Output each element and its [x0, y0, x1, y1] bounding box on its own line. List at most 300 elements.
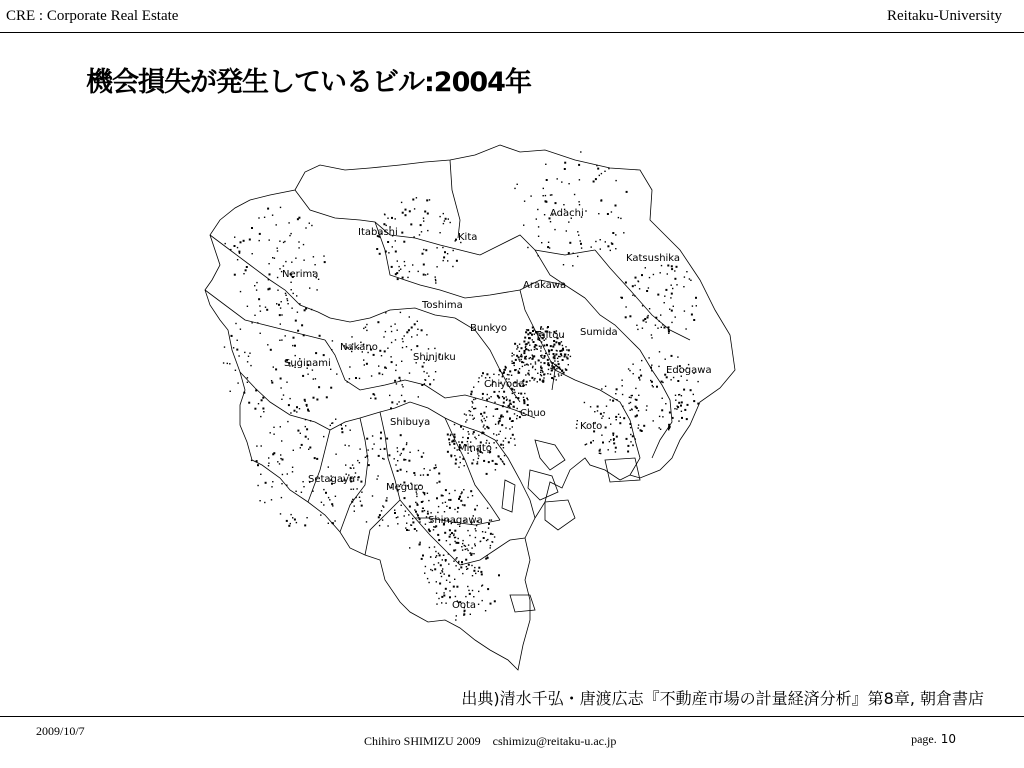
- building-point: [450, 534, 451, 535]
- building-point: [416, 513, 417, 514]
- building-point: [676, 284, 677, 285]
- building-point: [632, 285, 634, 287]
- building-point: [303, 260, 304, 261]
- building-point: [419, 234, 420, 235]
- building-point: [576, 427, 577, 428]
- building-point: [433, 379, 434, 380]
- building-point: [399, 377, 401, 379]
- building-point: [613, 440, 614, 441]
- building-point: [416, 197, 417, 198]
- building-point: [542, 358, 543, 359]
- building-point: [277, 290, 278, 291]
- building-point: [470, 614, 471, 615]
- building-point: [430, 512, 431, 513]
- building-point: [523, 397, 524, 398]
- building-point: [516, 348, 517, 349]
- building-point: [468, 590, 469, 591]
- building-point: [353, 467, 354, 468]
- building-point: [647, 317, 649, 319]
- building-point: [629, 370, 630, 371]
- building-point: [311, 225, 312, 226]
- building-point: [470, 411, 471, 412]
- building-point: [513, 362, 515, 364]
- building-point: [620, 417, 621, 418]
- building-point: [424, 510, 425, 511]
- building-point: [523, 362, 524, 363]
- building-point: [409, 316, 410, 317]
- building-point: [265, 307, 266, 308]
- building-point: [478, 604, 479, 605]
- building-point: [474, 437, 475, 438]
- building-point: [417, 334, 418, 335]
- building-point: [677, 380, 679, 382]
- building-point: [378, 516, 380, 518]
- building-point: [458, 498, 460, 500]
- building-point: [292, 517, 293, 518]
- building-point: [296, 411, 297, 412]
- building-point: [506, 411, 508, 413]
- building-point: [404, 515, 405, 516]
- building-point: [528, 337, 530, 339]
- building-point: [305, 308, 307, 310]
- building-point: [563, 264, 564, 265]
- building-point: [690, 280, 691, 281]
- building-point: [442, 502, 443, 503]
- building-point: [599, 453, 600, 454]
- building-point: [457, 511, 458, 512]
- building-point: [482, 531, 483, 532]
- building-point: [281, 497, 282, 498]
- building-point: [382, 458, 383, 459]
- building-point: [380, 449, 381, 450]
- building-point: [646, 290, 648, 292]
- building-point: [625, 306, 626, 307]
- building-point: [376, 248, 378, 250]
- building-point: [689, 278, 690, 279]
- building-point: [448, 575, 450, 577]
- building-point: [399, 270, 400, 271]
- building-point: [414, 208, 415, 209]
- building-point: [441, 570, 442, 571]
- building-point: [408, 329, 410, 331]
- building-point: [316, 399, 318, 401]
- building-point: [418, 517, 419, 518]
- building-point: [282, 459, 284, 461]
- building-point: [634, 285, 635, 286]
- boundary-line: [240, 372, 330, 430]
- building-point: [521, 354, 522, 355]
- building-point: [463, 615, 464, 616]
- building-point: [526, 381, 528, 383]
- ward-label-shinagawa: Shinagawa: [428, 515, 483, 526]
- building-point: [493, 391, 495, 393]
- building-point: [428, 500, 429, 501]
- building-point: [316, 289, 317, 290]
- building-point: [473, 431, 475, 433]
- building-point: [409, 547, 410, 548]
- building-point: [466, 566, 467, 567]
- building-point: [528, 364, 529, 365]
- building-point: [635, 388, 636, 389]
- building-point: [473, 408, 474, 409]
- building-point: [435, 280, 436, 281]
- building-point: [466, 414, 467, 415]
- building-point: [537, 373, 538, 374]
- building-point: [549, 247, 550, 248]
- building-point: [692, 305, 693, 306]
- building-point: [378, 455, 380, 457]
- building-point: [613, 442, 615, 444]
- building-point: [486, 540, 487, 541]
- building-point: [486, 399, 488, 401]
- building-point: [378, 365, 379, 366]
- building-point: [564, 354, 566, 356]
- building-point: [455, 558, 456, 559]
- ward-label-koto: Koto: [580, 421, 603, 432]
- building-point: [568, 221, 569, 222]
- building-point: [396, 383, 397, 384]
- ward-label-bunkyo: Bunkyo: [470, 323, 508, 334]
- building-point: [443, 256, 445, 258]
- building-point: [480, 413, 482, 415]
- building-point: [352, 464, 353, 465]
- building-point: [294, 345, 296, 347]
- building-point: [445, 502, 446, 503]
- building-point: [678, 420, 679, 421]
- building-point: [323, 489, 324, 490]
- building-point: [474, 567, 475, 568]
- building-point: [313, 397, 315, 399]
- building-point: [412, 264, 413, 265]
- building-point: [238, 251, 240, 253]
- building-point: [391, 266, 393, 268]
- building-point: [406, 346, 407, 347]
- building-point: [267, 288, 269, 290]
- building-point: [475, 398, 476, 399]
- building-point: [650, 367, 652, 369]
- building-point: [525, 358, 526, 359]
- building-point: [334, 520, 335, 521]
- building-point: [562, 348, 564, 350]
- building-point: [451, 441, 453, 443]
- building-point: [551, 377, 553, 379]
- building-point: [418, 271, 419, 272]
- building-point: [537, 381, 538, 382]
- building-point: [395, 273, 397, 275]
- building-point: [590, 406, 591, 407]
- building-point: [281, 314, 282, 315]
- building-point: [467, 530, 468, 531]
- building-point: [550, 368, 551, 369]
- building-point: [597, 410, 598, 411]
- building-point: [386, 438, 388, 440]
- ward-label-taito: Taitou: [535, 330, 565, 341]
- building-point: [538, 359, 540, 361]
- building-point: [230, 391, 231, 392]
- building-point: [681, 411, 682, 412]
- building-point: [280, 378, 282, 380]
- building-point: [564, 168, 566, 170]
- building-point: [616, 419, 617, 420]
- building-point: [422, 510, 424, 512]
- building-point: [305, 419, 306, 420]
- building-point: [412, 521, 414, 523]
- building-point: [301, 492, 302, 493]
- building-point: [459, 496, 461, 498]
- building-point: [641, 430, 643, 432]
- building-point: [283, 265, 284, 266]
- building-point: [475, 408, 476, 409]
- building-point: [297, 312, 298, 313]
- building-point: [472, 575, 473, 576]
- building-point: [464, 504, 466, 506]
- building-point: [295, 491, 296, 492]
- building-point: [434, 568, 436, 570]
- building-point: [238, 355, 239, 356]
- building-point: [601, 388, 602, 389]
- ward-label-toshima: Toshima: [422, 300, 463, 311]
- building-point: [541, 370, 542, 371]
- building-point: [468, 544, 469, 545]
- building-point: [405, 459, 406, 460]
- building-point: [453, 443, 455, 445]
- map-svg: [190, 140, 765, 680]
- building-point: [449, 536, 451, 538]
- building-point: [419, 542, 420, 543]
- building-point: [660, 314, 661, 315]
- building-point: [509, 417, 511, 419]
- building-point: [438, 539, 440, 541]
- building-point: [599, 175, 600, 176]
- building-point: [308, 449, 309, 450]
- building-point: [613, 435, 614, 436]
- building-point: [620, 218, 621, 219]
- building-point: [257, 464, 259, 466]
- building-point: [251, 460, 252, 461]
- building-point: [279, 241, 280, 242]
- building-point: [435, 557, 436, 558]
- building-point: [294, 519, 296, 521]
- building-point: [650, 380, 651, 381]
- building-point: [451, 532, 453, 534]
- building-point: [414, 528, 416, 530]
- building-point: [457, 542, 459, 544]
- building-point: [683, 389, 685, 391]
- building-point: [481, 375, 482, 376]
- building-point: [547, 364, 548, 365]
- building-point: [414, 323, 416, 325]
- building-point: [367, 449, 368, 450]
- building-point: [668, 427, 670, 429]
- building-point: [484, 418, 485, 419]
- building-point: [382, 374, 383, 375]
- building-point: [280, 426, 281, 427]
- building-point: [512, 393, 513, 394]
- building-point: [391, 331, 392, 332]
- building-point: [602, 442, 604, 444]
- building-point: [636, 325, 637, 326]
- building-point: [383, 336, 384, 337]
- building-point: [546, 344, 547, 345]
- building-point: [630, 397, 631, 398]
- building-point: [270, 349, 272, 351]
- building-point: [659, 351, 660, 352]
- building-point: [445, 218, 447, 220]
- building-point: [486, 373, 488, 375]
- building-point: [684, 310, 685, 311]
- building-point: [383, 458, 384, 459]
- building-point: [605, 386, 606, 387]
- building-point: [643, 320, 645, 322]
- building-point: [416, 530, 417, 531]
- building-point: [413, 472, 415, 474]
- building-point: [454, 447, 455, 448]
- building-point: [552, 366, 553, 367]
- building-point: [308, 438, 309, 439]
- building-point: [453, 535, 454, 536]
- building-point: [687, 404, 689, 406]
- building-point: [418, 450, 419, 451]
- building-point: [459, 569, 460, 570]
- building-point: [267, 344, 268, 345]
- building-point: [600, 248, 601, 249]
- building-point: [254, 408, 256, 410]
- building-point: [517, 184, 518, 185]
- building-point: [621, 380, 622, 381]
- building-point: [390, 326, 391, 327]
- building-point: [638, 395, 639, 396]
- building-point: [358, 476, 360, 478]
- building-point: [616, 388, 618, 390]
- building-point: [541, 341, 542, 342]
- building-point: [659, 321, 660, 322]
- building-point: [234, 237, 235, 238]
- building-point: [301, 324, 303, 326]
- building-point: [421, 231, 422, 232]
- building-point: [516, 418, 517, 419]
- building-point: [466, 548, 467, 549]
- building-point: [278, 304, 280, 306]
- building-point: [295, 320, 297, 322]
- building-point: [427, 213, 429, 215]
- building-point: [679, 394, 680, 395]
- building-point: [455, 565, 456, 566]
- building-point: [517, 345, 518, 346]
- building-point: [447, 260, 448, 261]
- building-point: [648, 357, 649, 358]
- building-point: [671, 293, 673, 295]
- building-point: [503, 402, 505, 404]
- building-point: [520, 355, 521, 356]
- building-point: [382, 519, 383, 520]
- building-point: [397, 470, 399, 472]
- building-point: [485, 532, 486, 533]
- building-point: [350, 430, 351, 431]
- building-point: [515, 359, 517, 361]
- building-point: [427, 474, 429, 476]
- building-point: [488, 523, 490, 525]
- reclaimed-land: [502, 480, 515, 512]
- building-point: [630, 410, 631, 411]
- building-point: [577, 256, 578, 257]
- building-point: [524, 337, 526, 339]
- building-point: [440, 564, 442, 566]
- building-point: [452, 266, 453, 267]
- building-point: [395, 464, 396, 465]
- building-point: [443, 213, 444, 214]
- building-point: [456, 586, 458, 588]
- building-point: [496, 447, 497, 448]
- building-point: [296, 406, 298, 408]
- building-point: [336, 373, 337, 374]
- building-point: [286, 485, 287, 486]
- building-point: [695, 297, 697, 299]
- building-point: [436, 581, 437, 582]
- building-point: [458, 538, 459, 539]
- building-point: [470, 393, 472, 395]
- building-point: [500, 371, 501, 372]
- building-point: [543, 345, 545, 347]
- building-point: [394, 380, 396, 382]
- building-point: [453, 434, 455, 436]
- building-point: [540, 346, 541, 347]
- building-point: [543, 374, 545, 376]
- building-point: [307, 374, 308, 375]
- building-point: [280, 387, 281, 388]
- building-point: [471, 391, 473, 393]
- building-point: [604, 171, 605, 172]
- building-point: [505, 427, 506, 428]
- building-point: [394, 512, 396, 514]
- building-point: [662, 416, 663, 417]
- building-point: [295, 258, 296, 259]
- building-point: [395, 251, 397, 253]
- building-point: [540, 362, 541, 363]
- building-point: [361, 492, 362, 493]
- building-point: [395, 218, 396, 219]
- building-point: [533, 379, 534, 380]
- building-point: [259, 240, 260, 241]
- building-point: [540, 374, 541, 375]
- ward-label-chiyoda: Chiyoda: [484, 379, 525, 390]
- building-point: [397, 516, 398, 517]
- building-point: [306, 517, 307, 518]
- building-point: [618, 414, 619, 415]
- building-point: [426, 199, 428, 201]
- building-point: [622, 406, 623, 407]
- building-point: [555, 369, 556, 370]
- building-point: [409, 271, 410, 272]
- building-point: [254, 315, 255, 316]
- building-point: [668, 424, 670, 426]
- building-point: [508, 374, 509, 375]
- building-point: [585, 210, 586, 211]
- building-point: [597, 168, 599, 170]
- building-point: [646, 409, 647, 410]
- building-point: [529, 358, 530, 359]
- building-point: [693, 394, 694, 395]
- building-point: [597, 406, 599, 408]
- building-point: [514, 445, 515, 446]
- building-point: [517, 347, 518, 348]
- building-point: [525, 374, 526, 375]
- building-point: [629, 315, 631, 317]
- building-point: [423, 474, 424, 475]
- building-point: [527, 373, 529, 375]
- reclaimed-land: [545, 500, 575, 530]
- building-point: [266, 309, 268, 311]
- building-point: [552, 362, 554, 364]
